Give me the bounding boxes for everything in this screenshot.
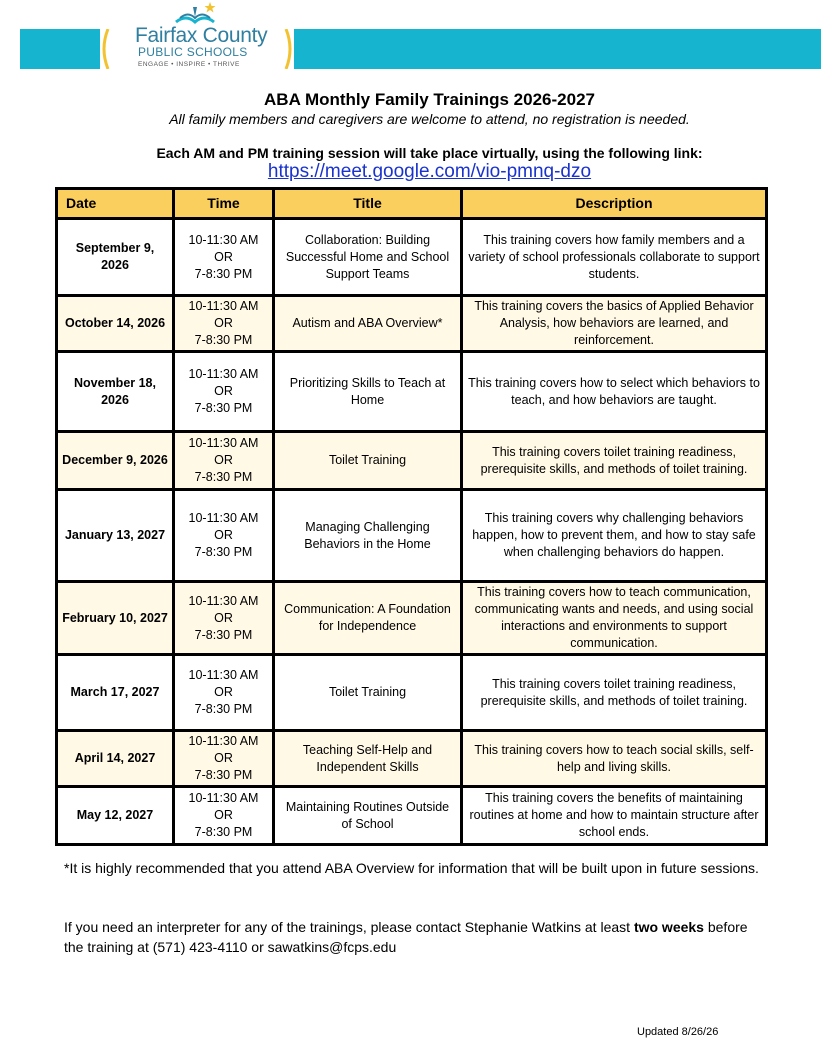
interpreter-note bbox=[64, 917, 764, 957]
row-time-am: 10-11:30 AM bbox=[188, 593, 259, 608]
row-date: May 12, 2027 bbox=[57, 787, 174, 845]
row-title: Communication: A Foundation for Independence bbox=[274, 582, 462, 655]
row-time-or: OR bbox=[214, 808, 233, 822]
row-date: October 14, 2026 bbox=[57, 296, 174, 352]
page-subtitle: All family members and caregivers are welcome to attend, no registration is needed. bbox=[169, 111, 690, 127]
row-description: This training covers how family members and a variety of school professionals collaborate to support students. bbox=[462, 219, 767, 296]
row-time-pm: 7-8:30 PM bbox=[194, 768, 253, 782]
table-row bbox=[57, 352, 767, 432]
row-date: December 9, 2026 bbox=[57, 432, 174, 490]
row-title: Autism and ABA Overview* bbox=[274, 296, 462, 352]
row-time bbox=[174, 490, 274, 582]
row-date: April 14, 2027 bbox=[57, 731, 174, 787]
row-time-or: OR bbox=[214, 610, 233, 625]
table-row bbox=[57, 655, 767, 731]
row-time-pm: 7-8:30 PM bbox=[194, 627, 253, 642]
row-description: This training covers toilet training readiness, prerequisite skills, and methods of toilet training. bbox=[462, 432, 767, 490]
row-title: Toilet Training bbox=[274, 432, 462, 490]
row-time-or: OR bbox=[214, 751, 233, 765]
logo-name: Fairfax County bbox=[135, 24, 268, 47]
row-time bbox=[174, 731, 274, 787]
table-row bbox=[57, 490, 767, 582]
row-description: This training covers the benefits of maintaining routines at home and how to maintain structure after school ends. bbox=[462, 787, 767, 845]
row-time-pm: 7-8:30 PM bbox=[194, 825, 253, 839]
session-info: Each AM and PM training session will take place virtually, using the following link: bbox=[156, 145, 703, 161]
row-date: September 9, 2026 bbox=[57, 219, 174, 296]
row-time-or: OR bbox=[214, 528, 233, 542]
row-description: This training covers how to teach social skills, self-help and living skills. bbox=[462, 731, 767, 787]
row-time bbox=[174, 352, 274, 432]
table-row bbox=[57, 731, 767, 787]
updated-date: Updated 8/26/26 bbox=[637, 1026, 719, 1038]
row-time-or: OR bbox=[214, 685, 233, 699]
row-time-pm: 7-8:30 PM bbox=[194, 401, 253, 415]
row-description: This training covers toilet training readiness, prerequisite skills, and methods of toilet training. bbox=[462, 655, 767, 731]
meeting-link[interactable]: https://meet.google.com/vio-pmnq-dzo bbox=[267, 161, 592, 182]
row-title: Collaboration: Building Successful Home and School Support Teams bbox=[274, 219, 462, 296]
book-star-emblem-icon bbox=[170, 0, 220, 26]
row-time-pm: 7-8:30 PM bbox=[194, 266, 253, 281]
row-time bbox=[174, 432, 274, 490]
row-time bbox=[174, 582, 274, 655]
row-time-pm: 7-8:30 PM bbox=[194, 545, 253, 559]
row-time-or: OR bbox=[214, 249, 233, 264]
row-title: Managing Challenging Behaviors in the Home bbox=[274, 490, 462, 582]
row-time-or: OR bbox=[214, 316, 233, 330]
interpreter-note-emphasis: two weeks bbox=[633, 919, 704, 935]
logo-subtitle: PUBLIC SCHOOLS bbox=[138, 45, 248, 59]
row-time-am: 10-11:30 AM bbox=[188, 791, 259, 805]
row-description: This training covers the basics of Applied Behavior Analysis, how behaviors are learned, and reinforcement. bbox=[462, 296, 767, 352]
interpreter-note-contact: before the training at (571) 423-4110 or sawatkins@fcps.edu bbox=[64, 919, 748, 955]
row-date: November 18, 2026 bbox=[57, 352, 174, 432]
row-time-am: 10-11:30 AM bbox=[188, 232, 259, 247]
row-time-pm: 7-8:30 PM bbox=[194, 333, 253, 347]
row-time-am: 10-11:30 AM bbox=[188, 734, 259, 748]
row-time-am: 10-11:30 AM bbox=[188, 668, 259, 682]
column-header-date: Date bbox=[57, 189, 174, 219]
table-header-row bbox=[57, 189, 767, 219]
column-header-time: Time bbox=[174, 189, 274, 219]
logo-right-arc-icon bbox=[284, 29, 294, 69]
row-title: Teaching Self-Help and Independent Skills bbox=[274, 731, 462, 787]
row-time bbox=[174, 787, 274, 845]
training-schedule-table bbox=[55, 187, 768, 846]
row-time-am: 10-11:30 AM bbox=[188, 436, 259, 450]
logo-tagline: ENGAGE • INSPIRE • THRIVE bbox=[138, 61, 240, 68]
table-row bbox=[57, 296, 767, 352]
row-time-am: 10-11:30 AM bbox=[188, 367, 259, 381]
row-time-pm: 7-8:30 PM bbox=[194, 702, 253, 716]
column-header-description: Description bbox=[462, 189, 767, 219]
row-date: February 10, 2027 bbox=[57, 582, 174, 655]
row-time-am: 10-11:30 AM bbox=[188, 511, 259, 525]
table-row bbox=[57, 219, 767, 296]
table-row bbox=[57, 432, 767, 490]
row-title: Toilet Training bbox=[274, 655, 462, 731]
recommendation-note: *It is highly recommended that you attend ABA Overview for information that will be built upon in future sessions. bbox=[64, 860, 759, 876]
interpreter-note-text: If you need an interpreter for any of the trainings, please contact Stephanie Watkins at least bbox=[64, 919, 634, 935]
row-time-pm: 7-8:30 PM bbox=[194, 470, 253, 484]
row-date: March 17, 2027 bbox=[57, 655, 174, 731]
page-title: ABA Monthly Family Trainings 2026-2027 bbox=[264, 90, 595, 109]
table-row bbox=[57, 787, 767, 845]
row-description: This training covers how to select which behaviors to teach, and how behaviors are taught. bbox=[462, 352, 767, 432]
row-time bbox=[174, 219, 274, 296]
row-date: January 13, 2027 bbox=[57, 490, 174, 582]
table-row bbox=[57, 582, 767, 655]
row-time bbox=[174, 655, 274, 731]
row-time bbox=[174, 296, 274, 352]
row-time-am: 10-11:30 AM bbox=[188, 299, 259, 313]
row-description: This training covers why challenging behaviors happen, how to prevent them, and how to stay safe when challenging behaviors do happen. bbox=[462, 490, 767, 582]
row-title: Maintaining Routines Outside of School bbox=[274, 787, 462, 845]
column-header-title: Title bbox=[274, 189, 462, 219]
row-time-or: OR bbox=[214, 453, 233, 467]
logo-left-arc-icon bbox=[100, 29, 110, 69]
row-time-or: OR bbox=[214, 384, 233, 398]
row-description: This training covers how to teach communication, communicating wants and needs, and using social interactions and environments to support communication. bbox=[462, 582, 767, 655]
row-title: Prioritizing Skills to Teach at Home bbox=[274, 352, 462, 432]
